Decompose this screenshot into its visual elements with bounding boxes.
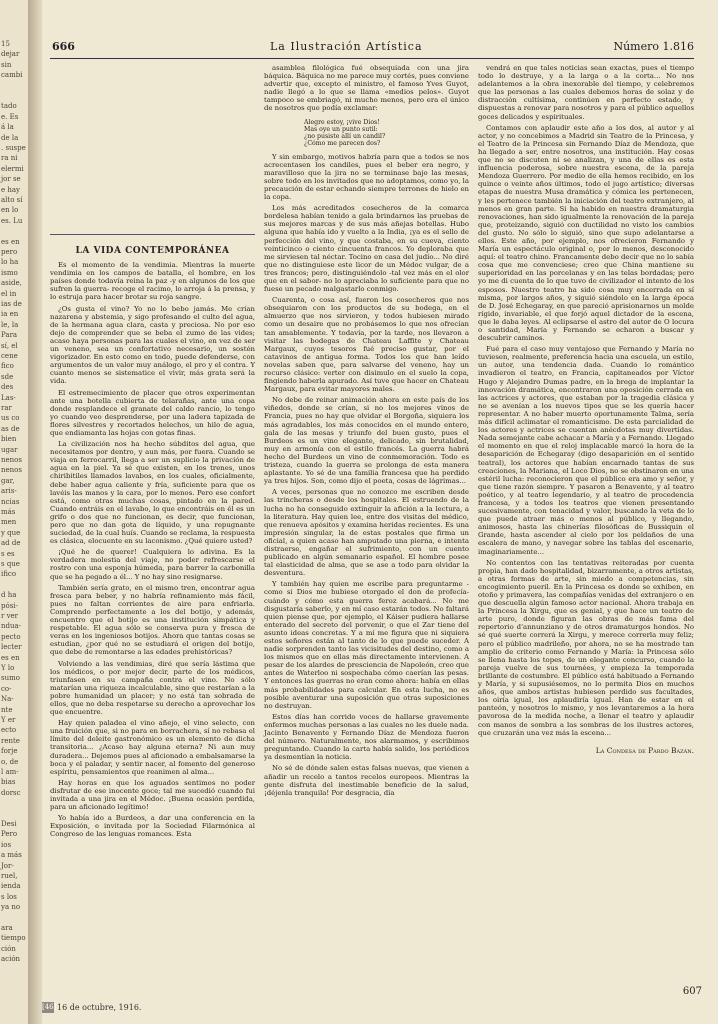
adjacent-page-fragment: ación xyxy=(1,955,21,964)
column-2-text xyxy=(264,153,469,797)
adjacent-page-fragment: forje xyxy=(1,747,18,756)
adjacent-page-fragment: fico xyxy=(1,362,14,371)
col1-paragraph: ¿Os gusta el vino? Yo no lo bebo jamás. Me crían nazarena y abstemia, y sigo profesando el culto del agua, de la hermana agua clara, casta y preciosa. No por eso dejo de comprender que se beba el zumo de las vides; acaso haya personas para las cuales el vino, en vez de ser un veneno, sea un confortativo necesario, un sostén vigorizador. En esto como en todo, puede defenderse, con argumentos de un valor muy análogo, el pro y el contra. Y cuanto menos se sistematice el vivir, más grata será la vida. xyxy=(50,304,255,386)
adjacent-page-fragment: Y er xyxy=(1,716,16,724)
col3-paragraph: Fué para el caso muy ventajoso que Fernando y María no tuviesen, realmente, preferencia hacia una escuela, un estilo, un autor, una tendencia dada. Cuando lo romántico invadieron el teatro, en Francia, capitaneados por Víctor Hugo y Alejandro Dumas padre, en la brega de implantar la innovación dramática, encontraron una oposición cerrada en las actrices y actores, que estaban por la tragedia clásica y no se avenían a los nuevos tipos que se les quería hacer representar. A no haber muerto oportunamente Talma, sería más difícil aclimatar el romanticismo. De esta parcialidad de los actores y actrices se cuentan anécdotas muy divertidas. Nada semejante cabe achacar a María y a Fernando. Llegado el momento en que el reloj implacable marcó la hora de la desaparición de Echegaray (digo desaparición en el sentido teatral), los actores que habían encarnado tantas de sus creaciones, la Mariana, el Loco Dios, no se obstinaron en una estéril lucha: reconocieron que el público era amo y señor, y que tiene razón siempre. Y pasaron a Benavente, y al teatro poético, y al teatro legendario, y al teatro de procedencia francesa, y a todos los teatros que vienen presentando sucesivamente, con tenacidad y valor, buscando la veta de lo que puede atraer más o menos al público, y llegando, animosos, hasta las chinerías filosóficas de Bussiquin el Grande, hasta ascender al cielo por los peldaños de una escalera de mano, y navegar sobre las tablas del escenario, imaginariamente... xyxy=(478,345,694,556)
adjacent-page-fragment: es en xyxy=(1,653,20,662)
adjacent-page-fragment: dejar xyxy=(1,50,20,59)
column-1-text xyxy=(50,261,255,838)
adjacent-page-fragment: . suspe xyxy=(1,144,26,152)
footer-box: [46] xyxy=(42,1003,57,1011)
adjacent-page-fragment: aris- xyxy=(1,487,17,496)
verse-line: Alegre estoy, ¡vive Dios! xyxy=(304,118,380,126)
adjacent-page-fragment: sumo xyxy=(1,674,20,683)
adjacent-page-fragment: ismo xyxy=(1,268,18,277)
adjacent-page-fragment: pósi- xyxy=(1,601,18,610)
col2-paragraph: Los más acreditados cosecheros de la comarca bordelesa habían tenido a gala brindarnos las pruebas de sus mejores marcas y de sus más añejas botellas. Hubo alguna que había ido y vuelto a la India, ¡ya es el sello de perfección del vino, y que costaba, en su cueva, ciento veinticinco o ciento cincuenta francos. Yo deploraba que me sirviesen tal néctar. Tocino en casa del judío... No diré que no distinguiese este licor de un Médoc vulgar, de a tres francos; pero, distinguiéndolo -tal vez más en el olor que en el sabor- no lo apreciaba lo suficiente para que no fuese un pecado malgastarlo conmigo. xyxy=(264,204,469,294)
col1-paragraph: También sería grato, en el mismo tren, encontrar agua fresca para beber, y no habría refinamiento más fácil, pues no faltan corrientes de aire para enfriarla. Comprendo perfectamente a los del botijo, y además, encuentro que el botijo es una institución simpática y respetable. El agua sólo se conserva pura y fresca de veras en los ingeniosos botijos. Ahora que tantas cosas se estudian, ¿por qué no se estudiará el origen del botijo, que debe de remontarse a las edades prehistóricas? xyxy=(50,583,255,657)
column-3-text xyxy=(478,64,694,737)
adjacent-page-fragment: ya no xyxy=(1,903,21,912)
col1-paragraph: La civilización nos ha hecho súbditos del agua, que necesitamos por dentro, y aun más, por fuera. Cuando se viaja en ferrocarril, llega a ser un suplicio la privación de agua en la piel. Ya sé que existen, en los trenes, unos chiribitiles llamados lavabos, en los cuales, oficialmente, debe haber agua caliente y fría, suficiente para que os lavéis las manos y la cara, por lo menos. Pero ese confort está, como otras muchas cosas, pintado en la pared. Cuando entráis en el lavabo, lo que encontráis en él es un grifo o dos que no funcionan, es decir, que funcionan, pero que no dan gota de líquido, y una repugnante suciedad, de la cual huís. Cuando se reclama, la respuesta es clásica, elocuente en su laconismo. ¿Qué quiere usted? xyxy=(50,440,255,546)
col3-paragraph: vendrá en que tales noticias sean exactas, pues el tiempo todo lo destruye, y a la larga o a la corta... No nos adelantemos a la obra inexorable del tiempo, y celebremos que las personas a las cuales debemos horas de solaz y de distracción cultísima, continúen en perfecto estado, y dispuestas a renovar para nosotros y para el público aquellos goces delicados y espirituales. xyxy=(478,64,694,121)
col1-paragraph: El estremecimiento de placer que otros experimentan ante una botella cubierta de telarañas, ante una copa donde resplandece el granate del caldo rancio, lo tengo yo cuando veo desprenderse, por una ladera tapizada de flores silvestres y recortados helechos, un hilo de agua, que endiamanta las hojas con gotas finas. xyxy=(50,388,255,437)
verse-line: Mas oye un punto sutil: xyxy=(304,125,378,133)
author-signature: La Condesa de Pardo Bazán. xyxy=(595,745,694,755)
col2-paragraph: No sé de dónde salen estas falsas nuevas, que vienen a añadir un recelo a tantos recelos europeos. Mientras la gente disfruta del inestimable beneficio de la salud, ¡déjenla tranquila! Por desgracia, día xyxy=(264,764,469,797)
adjacent-page-fragment: es en xyxy=(1,237,20,246)
adjacent-page-fragment: en lo xyxy=(1,206,19,215)
adjacent-page-fragment: cambi xyxy=(1,71,23,80)
header-page-number: 666 xyxy=(52,40,75,53)
adjacent-page-fragment: us co xyxy=(1,414,20,423)
adjacent-page-fragment: 15 xyxy=(1,40,10,48)
adjacent-page-fragment: á la xyxy=(1,123,14,132)
col3-paragraph: Contamos con aplaudir este año a los dos, al autor y al actor, y no concebimos a Madrid sin Teatro de la Princesa, y el Teatro de la Princesa sin Fernando Díaz de Mendoza, que ha llegado a ser, entre nosotros, una institución. Hay cosas que no se discuten ni se analizan, y una de ellas es esta influencia poderosa, sobre nuestra escena, de la pareja Mendoza Guerrero. Por medio de ella hemos recibido, en los quince o veinte años últimos, todo el jugo artístico; diversas etapas de nuestra Musa dramática y cómica les pertenecen, y les pertenece también la iniciación del teatro extranjero, al menos en gran parte. Si ha habido en nuestra dramaturgia renovaciones, han sido igualmente la renovación de la pareja que, proteizando, siguió con ductilidad no visto los cambios del gusto. No sólo lo siguió, sino que supo adelantarse a ellos. Este año, por ejemplo, nos ofrecieron Fernando y María un espectáculo original o, por lo menos, desconocido aquí: el teatro chino. Francamente debo decir que no lo sabía cosa que me convenciese; creo que China mantiene su superioridad en las porcelanas y en las telas bordadas; pero yo me di cuenta de lo que tuvo de civilizador el intento de los esposos. Nuestro teatro ha sido cosa muy encerrada en sí misma, por largos años, y siguió siéndolo en la larga época de D. José Echegaray, en que pareció aprisionarnos un molde rígido, invariable, el que forjó aquel dictador de la escena, que le daba leyes. Al eclipsarse el astro del autor de O locura o santidad, María y Fernando se echaron a buscar y descubrir caminos. xyxy=(478,123,694,343)
adjacent-page-fragment: Para xyxy=(1,331,18,340)
adjacent-page-fragment: e. Es xyxy=(1,112,19,121)
col1-paragraph: Volviendo a las vendimias, diré que sería lástima que los médicos, o por mejor decir, parte de los médicos, triunfasen en su campaña contra el vino. No sólo matarían una riqueza incalculable, sino que restarían a la pobre humanidad un placer; y no está tan sobrada de ellos, que no deba respetarse su derecho a aprovechar los que encuentre. xyxy=(50,659,255,717)
magazine-page xyxy=(42,0,718,1024)
header-title: La Ilustración Artística xyxy=(270,40,423,53)
adjacent-page-fragment: dorsc xyxy=(1,788,21,797)
adjacent-page-fragment: Jor- xyxy=(1,861,14,870)
article-title: LA VIDA CONTEMPORÁNEA xyxy=(75,246,230,256)
adjacent-page-fragment: l am- xyxy=(1,768,19,776)
adjacent-page-fragment: aside, xyxy=(1,279,22,288)
footer-date: 16 de octubre, 1916. xyxy=(57,1003,142,1012)
adjacent-page-fragment: lecter xyxy=(1,643,22,652)
adjacent-page-fragment: pecto xyxy=(1,632,21,641)
col2-paragraph: Cuarenta, o cosa así, fueron los cosecheros que nos obsequiaron con los productos de su bodega, en el almuerzo que nos sirvieron, y todos hubiesen mirado como un desaire que no probásemos lo que nos ofrecían tan amablemente. Y todavía, por la tarde, nos llevaron a visitar las bodegas de Chateau Laffite y Chateau Margaux, cuyos tesoros fué preciso gustar, por el catavinos de antigua forma. Todos los que han leído novelas saben que, para salvarse del veneno, hay un recurso clásico: verter con disimulo en el suelo la copa, fingiendo haberla apurado. Así tuve que hacer en Chateau Margaux, para evitar mayores males. xyxy=(264,296,469,394)
adjacent-page-fragment: ncias xyxy=(1,497,20,506)
col1-paragraph: Yo había ido a Burdeos, a dar una conferencia en la Exposición, e invitada por la Sociedad Filarmónica al Congreso de las lenguas romances. Esta xyxy=(50,814,255,839)
adjacent-page-fragment: gar, xyxy=(1,476,15,485)
adjacent-page-fragment: y que xyxy=(1,528,21,537)
adjacent-page-fragment: sin xyxy=(1,60,12,69)
adjacent-page-fragment: e hay xyxy=(1,185,21,194)
header-issue: Número 1.816 xyxy=(613,40,694,53)
adjacent-page-fragment: ienda xyxy=(1,882,21,891)
col1-paragraph: Hay horas en que los aguados sentimos no poder disfrutar de ese inocente goce; tal me sucedió cuando fui invitada a una jira en el Médoc. ¡Buena ocasión perdida, para un aficionado legítimo! xyxy=(50,778,255,812)
adjacent-page-fragment: s que xyxy=(1,560,20,568)
adjacent-page-fragment: pero xyxy=(1,248,18,256)
adjacent-page-fragment: Y lo xyxy=(1,664,15,672)
adjacent-page-edge xyxy=(0,0,29,1024)
adjacent-page-fragment: tiempo xyxy=(1,934,26,943)
adjacent-page-fragment: as de xyxy=(1,424,20,433)
adjacent-page-fragment: es. Lu xyxy=(1,216,23,225)
adjacent-page-fragment: elermi xyxy=(1,164,24,173)
column-3 xyxy=(478,64,694,755)
adjacent-page-fragment: ia en xyxy=(1,310,19,319)
adjacent-page-fragment: cene xyxy=(1,352,18,360)
adjacent-page-fragment: tado xyxy=(1,102,17,111)
adjacent-page-fragment: ugar xyxy=(1,445,18,454)
adjacent-page-fragment: ios xyxy=(1,840,12,849)
adjacent-page-fragment: nte xyxy=(1,705,13,714)
column-2 xyxy=(264,64,469,800)
adjacent-page-fragment: o, de xyxy=(1,757,19,766)
verse-line: ¿no pusiste allí un candil? xyxy=(304,132,386,140)
verse-line: ¿Cómo me parecen dos? xyxy=(304,139,381,147)
page-footer xyxy=(42,986,718,1022)
adjacent-page-fragment: bien xyxy=(1,435,17,444)
col2-paragraph: A veces, personas que no conozco me escriben desde las trincheras o desde los hospitales. El estruendo de la lucha no ha conseguido extinguir la afición a la lectura, a la literatura. Hay quien lee, entre dos visitas del médico, que renueva apósitos y examina heridas recientes. Es una impresión singular, la de estas postales que firma un oficial, a quien acaso han amputado una pierna, e intenta distraerse, engañar el sufrimiento, con un cuento publicado en algún semanario español. El hombre posee tal elasticidad de alma, que se ase a todo para olvidar la desventura. xyxy=(264,488,469,578)
adjacent-page-fragment: a más xyxy=(1,851,22,860)
adjacent-page-fragment: ción xyxy=(1,944,16,953)
adjacent-page-fragment: sí, el xyxy=(1,341,18,350)
col2-paragraph: No debe de reinar animación ahora en este país de los viñedos, donde se crían, si no los mejores vinos de Francia, pues no hay que olvidar el Borgoña, siquiera los más agradables, los más conocidos en el mundo entero, gala de las mesas y triunfo del buen gusto, pues el Burdeos es un vino elegante, delicado, sin brutalidad, muy en armonía con el estilo francés. La guerra habrá hecho del Burdeos un vino de conmemoración. Todo es tristeza, cuando la guerra se prolonga de esta manera aplastante. Yo sé de una familia francesa que ha perdido ya tres hijos. Son, como dijo el poeta, cosas de lágrimas... xyxy=(264,396,469,486)
col1-paragraph: Es el momento de la vendimia. Mientras la muerte vendimia en los campos de batalla, el hombre, en los países donde todavía reina la paz -y en algunos de los que sufren la guerra- recoge el racimo, lo arroja á la prensa, y lo estruja para hacer brotar su roja sangre. xyxy=(50,261,255,302)
adjacent-page-fragment: r ver xyxy=(1,612,19,620)
adjacent-page-fragment: ndua- xyxy=(1,622,22,631)
adjacent-page-fragment: ara xyxy=(1,924,13,932)
adjacent-page-fragment: ra ni xyxy=(1,154,18,163)
col3-paragraph: No contentos con las tentativas reiteradas por cuenta propia, han dado hospitalidad, bizarramente, a otros artistas, a otras formas de arte, sin miedo a competencias, sin encogimiento pueril. En la Princesa es donde se exhiben, en otoño y primavera, las compañías venidas del extranjero o en que descuella algún famoso actor nacional. Ahora trabaja en la Princesa la Xirgu, que es genial, y que hace un teatro de arte puro, donde figuran las obras de más fama del repertorio d'annunziano y de otros dramaturgos hondos. No sé qué suerte correrá la Xirgu, y merece correrla muy feliz; pero el público madrileño, por ahora, no se ha mostrado tan amplio de criterio como Fernando y María: la Princesa sólo se llena hasta los topes, de un elegante concurso, cuando la pareja vuelve de sus tournées, y empieza la temporada brillante de costumbre. El público está habituado a Fernando y María, y si supusiésemos, no lo permita Dios en muchos años, que ambos artistas hubiesen perdido sus facultades, los oiría igual, los aplaudiría igual. Han de estar en el panteón, y nosotros lo mismo, y nos levantaremos a la hora pavorosa de la medida noche, a llenar el teatro y aplaudir con manos de sombra a las sombras de los ilustres actores, que cruzarán una vez más la escena... xyxy=(478,558,694,737)
adjacent-page-fragment: sde xyxy=(1,372,14,381)
col2-intro-paragraph: asamblea filológica fué obsequiada con una jira báquica. Báquica no me parece muy cortés, pues conviene advertir que, excepto el ministro, el famoso Yves Guyot, nadie llegó a lo que se llama «medios pelos». Guyot tampoco se embriagó, ni mucho menos, pero era el único de nosotros que podía exclamar: xyxy=(264,64,469,113)
column-1 xyxy=(50,64,255,841)
adjacent-page-fragment: lo ha xyxy=(1,258,19,267)
article-separator xyxy=(50,234,255,235)
col2-paragraph: Estos días han corrido voces de hallarse gravemente enfermos muchas personas a las cuales no les duele nada. Jacinto Benavente y Fernando Díaz de Mendoza fueron del número. Naturalmente, nos alarmamos, y escribimos preguntando. Cuando la carta había salido, los periódicos ya desmentían la noticia. xyxy=(264,712,469,762)
adjacent-page-fragment: ruel, xyxy=(1,872,18,880)
adjacent-page-fragment: Na- xyxy=(1,695,14,704)
adjacent-page-fragment: ifico xyxy=(1,570,17,579)
adjacent-page-fragment: más xyxy=(1,508,16,516)
footer-page-number: 607 xyxy=(682,986,702,997)
page-header xyxy=(50,40,694,58)
col1-paragraph: ¡Qué he de querer! Cualquiera lo adivina. Es la verdadera molestia del viaje, no poder refrescarse el rostro con una esponja húmeda, para barrer la carbonilla que se ha pegado a él... Y no hay sino resignarse. xyxy=(50,548,255,581)
book-gutter xyxy=(28,0,42,1024)
verse-quote xyxy=(304,119,469,147)
adjacent-page-fragment: ecto xyxy=(1,726,17,735)
adjacent-page-fragment: le, la xyxy=(1,320,19,329)
adjacent-page-fragment: Desi xyxy=(1,820,17,828)
col1-paragraph: Hay quien paladea el vino añejo, el vino selecto, con una fruición que, si no para en borrachera, sí no rebasa el límite del deleite gastronómico es un elemento de dicha transitoria... ¿Acaso hay alguna eterna? Ni aun muy duradera... Dejemos pues al aficionado a embalsamarse la boca y el paladar, y sentir nacer, al fomento del generoso espíritu, pensamientos que reanimen al alma... xyxy=(50,719,255,776)
adjacent-page-fragment: men xyxy=(1,518,17,527)
adjacent-page-fragment: Pero xyxy=(1,830,18,839)
adjacent-page-fragment: ad de xyxy=(1,539,21,548)
adjacent-page-fragment: jor se xyxy=(1,175,21,184)
adjacent-page-fragment: Las- xyxy=(1,393,16,402)
adjacent-page-fragment: nenos xyxy=(1,456,22,464)
adjacent-page-fragment: des xyxy=(1,383,14,392)
adjacent-page-fragment: el in xyxy=(1,289,17,298)
adjacent-page-fragment: s los xyxy=(1,892,17,901)
adjacent-page-fragment: alto sí xyxy=(1,196,23,204)
adjacent-page-fragment: rar xyxy=(1,404,12,412)
adjacent-page-fragment: d ha xyxy=(1,591,17,600)
adjacent-page-fragment: co- xyxy=(1,684,12,693)
adjacent-page-fragment: nenos xyxy=(1,466,22,475)
adjacent-page-fragment: ias de xyxy=(1,300,22,308)
header-rule xyxy=(50,58,694,59)
col2-paragraph: Y también hay quien me escribe para preguntarme -como si Dios me hubiese otorgado el don de profecía- cuándo y cómo esta guerra feroz acabará... No me disgustaría saberlo, y en mí caso estarán todos. No faltará quien piense que, por ejemplo, el Káiser pudiera hallarse enterado del secreto del porvenir, o que el Zar tiene del asunto ideas concretas. Y a mí me figura que ni siquiera estos señores están al tanto de lo que puede suceder. A nadie sorprenden tanto las vicisitudes del destino, como a los mismos que en ellas más directamente intervienen. A pesar de los alardes de presciencia de Napoleón, creo que antes de Waterloo ni sospechaba cómo caerían las pesas. Y entonces las guerras no eran como ahora: había en ellas más probabilidades para calcular. En esta lucha, no es posible aventurar una suposición que otras suposiciones no destruyan. xyxy=(264,580,469,710)
previous-article-space xyxy=(50,64,255,224)
col2-paragraph: Y sin embargo, motivos habría para que a todos se nos acrecentasen los candiles, pues el beber era negro, y maravilloso que la jira no se terminase bajo las mesas, sobre todo en los invitados que no adoptamos, como yo, la precaución de estar echando siempre terrones de hielo en la copa. xyxy=(264,152,469,202)
adjacent-page-fragment: rente xyxy=(1,736,20,745)
adjacent-page-fragment: de la xyxy=(1,133,19,142)
adjacent-page-fragment: s es xyxy=(1,549,15,558)
adjacent-page-fragment: bias xyxy=(1,778,16,787)
